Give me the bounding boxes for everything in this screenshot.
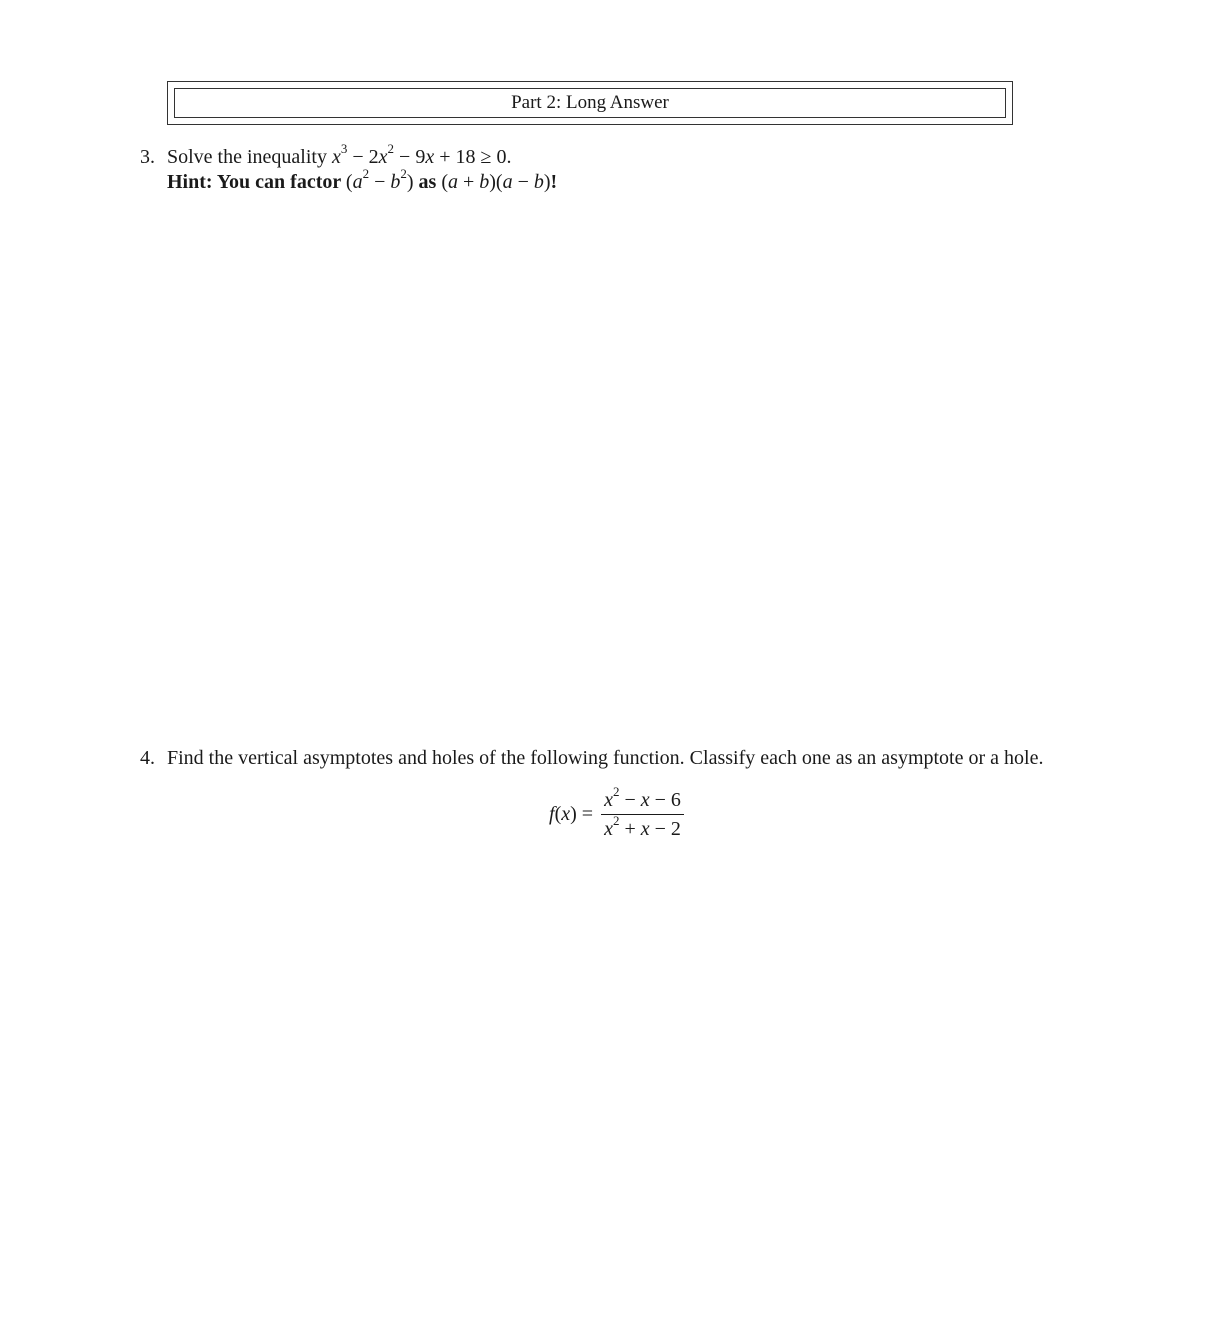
fraction-denominator: $x^2 + x - 2$	[604, 813, 681, 840]
problem-3-inequality: $x^3 - 2x^2 - 9x + 18 \ge 0$.	[331, 141, 512, 168]
hint-text-1: You can factor	[216, 171, 341, 193]
hint-label: Hint:	[167, 171, 213, 193]
section-header-frame	[167, 81, 1013, 125]
section-title: Part 2: Long Answer	[174, 88, 1006, 118]
problem-3-text: Solve the inequality	[167, 146, 327, 168]
function-lhs: f(x) =	[549, 803, 594, 825]
problem-3-statement	[167, 141, 1100, 170]
hint-expression-2: (a + b)(a − b)	[441, 171, 551, 193]
problem-4	[140, 746, 1102, 771]
hint-text-2: as	[418, 171, 437, 193]
hint-expression-1: $(a^2 - b^2)$	[345, 166, 414, 193]
function-fraction	[601, 784, 684, 841]
problem-4-number: 4.	[140, 747, 155, 769]
problem-3-number: 3.	[140, 146, 155, 168]
function-equation	[549, 784, 684, 841]
problem-4-text: Find the vertical asymptotes and holes of the following function. Classify each one as an asymptote or a hole.	[167, 747, 1044, 769]
problem-3	[140, 141, 1100, 195]
problem-3-hint: Hint: You can factor $(a^2 - b^2)$ as (a + b)(a − b)!	[167, 166, 558, 193]
fraction-numerator: $x^2 - x - 6$	[601, 788, 684, 815]
